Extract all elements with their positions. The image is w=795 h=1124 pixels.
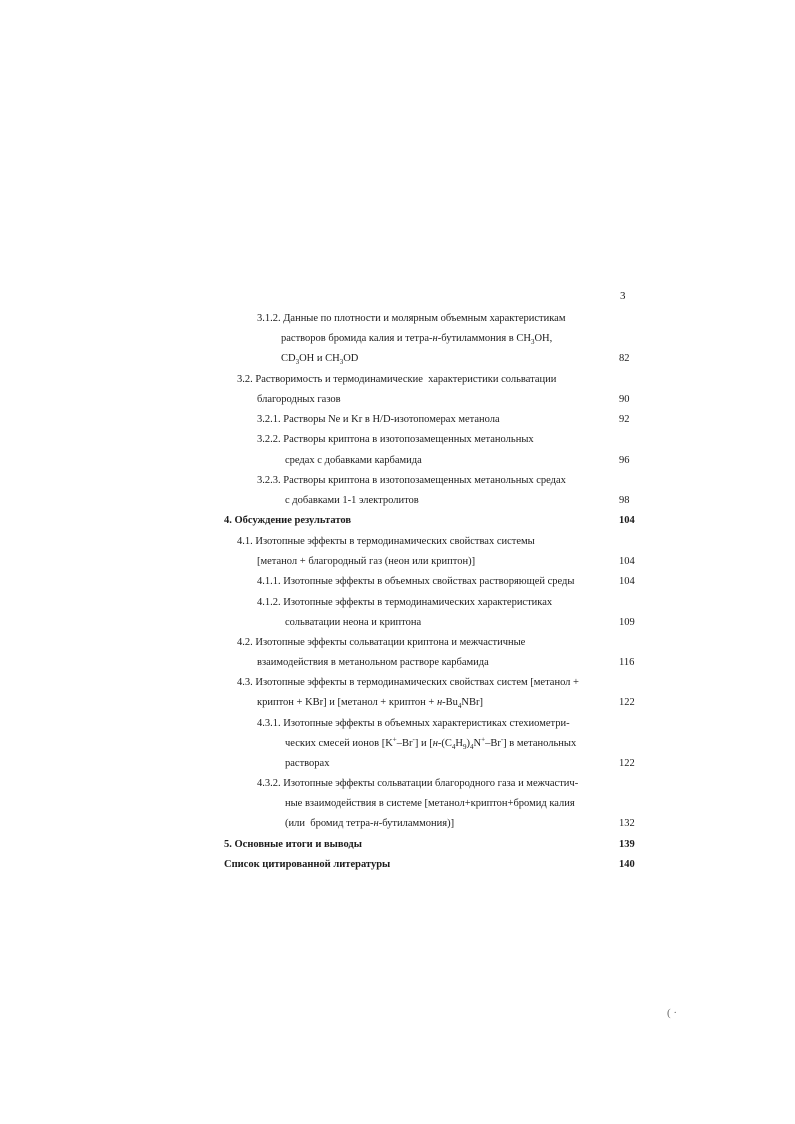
toc-page-number: 104 bbox=[619, 556, 635, 567]
toc-page-number: 140 bbox=[619, 859, 635, 870]
toc-line bbox=[0, 492, 795, 510]
toc-page-number: 104 bbox=[619, 515, 635, 526]
toc-entry-text: (или бромид тетра-н-бутиламмония)] bbox=[285, 818, 455, 829]
toc-line bbox=[0, 674, 795, 692]
toc-entry-text: 4.1.2. Изотопные эффекты в термодинамических характеристиках bbox=[257, 597, 553, 608]
toc-page-number: 132 bbox=[619, 818, 635, 829]
toc-line bbox=[0, 472, 795, 490]
toc-entry-text: 3.2.1. Растворы Ne и Kr в H/D-изотопомерах метанола bbox=[257, 414, 500, 425]
toc-page-number: 122 bbox=[619, 758, 635, 769]
toc-page-number: 116 bbox=[619, 657, 635, 668]
toc-line bbox=[0, 594, 795, 612]
toc-line bbox=[0, 533, 795, 551]
toc-entry-text: сольватации неона и криптона bbox=[285, 617, 422, 628]
toc-line bbox=[0, 391, 795, 409]
toc-entry-text: 3.1.2. Данные по плотности и молярным объемным характеристикам bbox=[257, 313, 566, 324]
toc-entry-text: $CD_3OH$ и $CH_3OD$ bbox=[281, 353, 359, 367]
toc-entry-text: взаимодействия в метанольном растворе карбамида bbox=[257, 657, 489, 668]
toc-line bbox=[0, 553, 795, 571]
toc-entry-text: 5. Основные итоги и выводы bbox=[224, 839, 362, 850]
toc-entry-text: ные взаимодействия в системе [метанол+криптон+бромид калия bbox=[285, 798, 575, 809]
toc-line bbox=[0, 795, 795, 813]
toc-entry-text: Список цитированной литературы bbox=[224, 859, 391, 870]
toc-line bbox=[0, 654, 795, 672]
toc-line bbox=[0, 856, 795, 874]
toc-entry-text: с добавками 1-1 электролитов bbox=[285, 495, 419, 506]
toc-entry-text: 4.3.1. Изотопные эффекты в объемных характеристиках стехиометри- bbox=[257, 718, 570, 729]
toc-line bbox=[0, 512, 795, 530]
scan-mark: ( · bbox=[667, 1007, 678, 1019]
toc-entry-text: 4.3.2. Изотопные эффекты сольватации благородного газа и межчастич- bbox=[257, 778, 579, 789]
toc-line bbox=[0, 815, 795, 833]
toc-entry-text: благородных газов bbox=[257, 394, 341, 405]
toc-line bbox=[0, 452, 795, 470]
toc-entry-text: 4.1. Изотопные эффекты в термодинамических свойствах системы bbox=[237, 536, 535, 547]
toc-entry-text: [метанол + благородный газ (неон или криптон)] bbox=[257, 556, 476, 567]
toc-line bbox=[0, 310, 795, 328]
toc-page-number: 96 bbox=[619, 455, 630, 466]
toc-entry-text: средах с добавками карбамида bbox=[285, 455, 422, 466]
toc-entry-text: 4.2. Изотопные эффекты сольватации криптона и межчастичные bbox=[237, 637, 526, 648]
toc-line bbox=[0, 350, 795, 368]
toc-entry-text: 4.1.1. Изотопные эффекты в объемных свойствах растворяющей среды bbox=[257, 576, 575, 587]
toc-line bbox=[0, 431, 795, 449]
toc-line bbox=[0, 735, 795, 753]
toc-entry-text: растворов бромида калия и тетра-н-бутиламмония в $CH_3OH$, bbox=[281, 333, 553, 347]
toc-page-number: 122 bbox=[619, 697, 635, 708]
page-number: 3 bbox=[620, 290, 626, 302]
toc-entry-text: 4.3. Изотопные эффекты в термодинамических свойствах систем [метанол + bbox=[237, 677, 579, 688]
toc-page-number: 82 bbox=[619, 353, 630, 364]
toc-entry-text: 3.2.2. Растворы криптона в изотопозамещенных метанольных bbox=[257, 434, 534, 445]
toc-page-number: 139 bbox=[619, 839, 635, 850]
toc-page-number: 104 bbox=[619, 576, 635, 587]
toc-line bbox=[0, 715, 795, 733]
toc-page-number: 90 bbox=[619, 394, 630, 405]
toc-line bbox=[0, 775, 795, 793]
toc-line bbox=[0, 634, 795, 652]
toc-page-number: 92 bbox=[619, 414, 630, 425]
toc-entry-text: криптон + KBr] и [метанол + криптон + $н-Bu_4NBr$] bbox=[257, 697, 483, 711]
toc-entry-text: 3.2.3. Растворы криптона в изотопозамещенных метанольных средах bbox=[257, 475, 566, 486]
toc-entry-text: растворах bbox=[285, 758, 330, 769]
toc-entry-text: ческих смесей ионов [K+–Br-] и $[н-(C_4H_9)_4N^+-Br^-]$ в метанольных bbox=[285, 735, 577, 752]
toc-entry-text: 4. Обсуждение результатов bbox=[224, 515, 351, 526]
toc-line bbox=[0, 755, 795, 773]
toc-line bbox=[0, 836, 795, 854]
toc-line bbox=[0, 694, 795, 712]
toc-line bbox=[0, 330, 795, 348]
toc-line bbox=[0, 573, 795, 591]
toc-entry-text: 3.2. Растворимость и термодинамические характеристики сольватации bbox=[237, 374, 557, 385]
toc-page-number: 109 bbox=[619, 617, 635, 628]
toc-line bbox=[0, 614, 795, 632]
toc-line bbox=[0, 371, 795, 389]
toc-line bbox=[0, 411, 795, 429]
toc-page-number: 98 bbox=[619, 495, 630, 506]
